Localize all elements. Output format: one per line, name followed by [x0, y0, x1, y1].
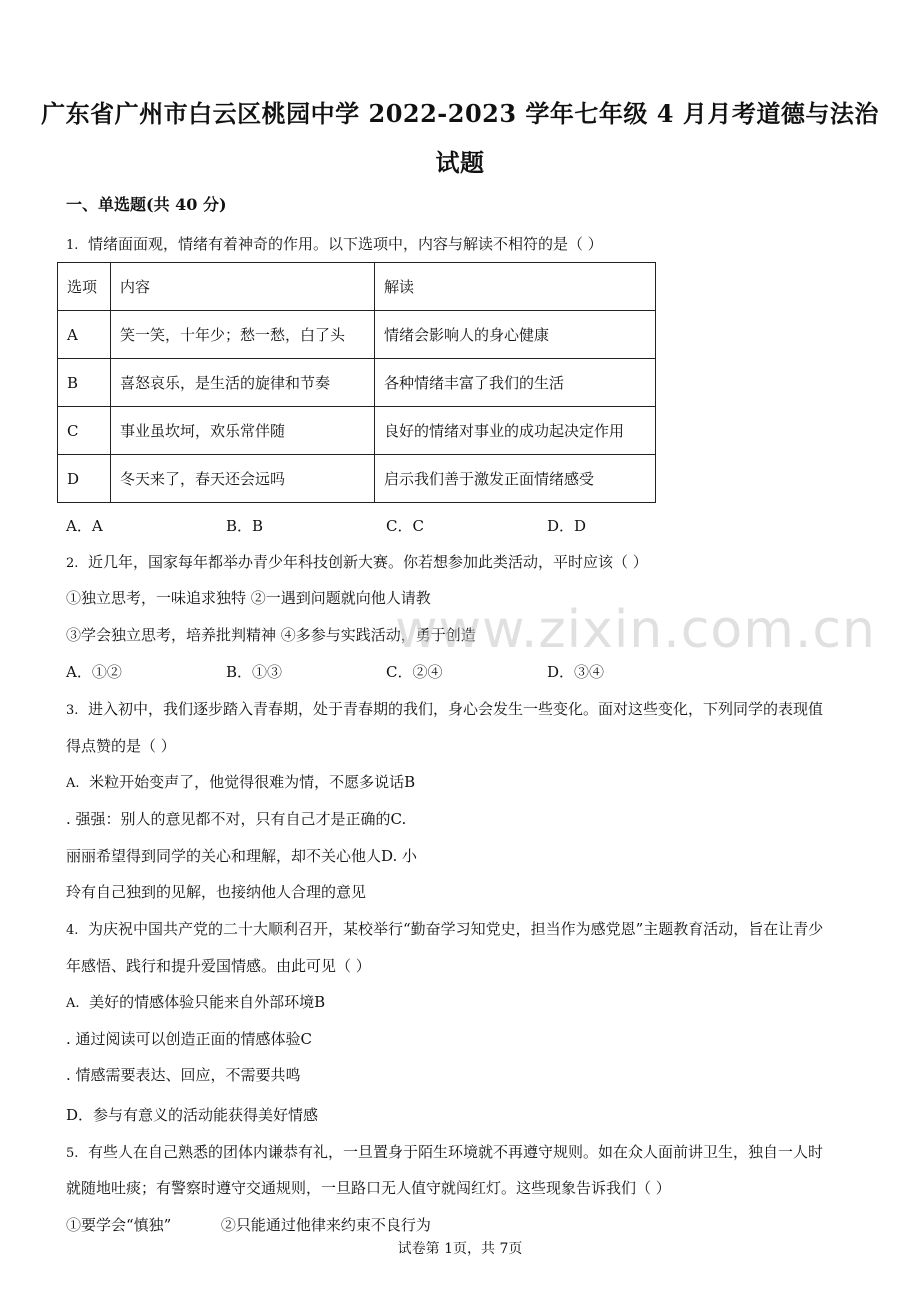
question-text: 进入初中，我们逐步踏入青春期，处于青春期的我们，身心会发生一些变化。面对这些变化，下列同学的表现值 [87, 700, 823, 718]
table-cell: D [58, 455, 111, 503]
question-number: 3. [66, 703, 79, 718]
statement-1: ①要学会“慎独” [66, 1216, 172, 1234]
option-line [66, 771, 415, 792]
question-1 [66, 233, 603, 254]
table-cell: C [58, 407, 111, 455]
table-row [58, 407, 656, 455]
table-row [58, 359, 656, 407]
question-3 [66, 698, 823, 719]
question-number: 4. [66, 923, 79, 938]
table-cell: B [58, 359, 111, 407]
page-footer: 试卷第 1页，共 7页 [397, 1241, 523, 1257]
page-title: 广东省广州市白云区桃园中学 2022-2023 学年七年级 4 月月考道德与法治 [41, 99, 879, 128]
choice-b[interactable]: B．B [226, 517, 264, 535]
choice-c[interactable]: C．②④ [386, 663, 443, 681]
question-text: 为庆祝中国共产党的二十大顺利召开，某校举行“勤奋学习知党史，担当作为感党恩”主题教育活动，旨在让青少 [87, 920, 824, 938]
table-cell: A [58, 311, 111, 359]
table-header-row [58, 263, 656, 311]
question-number: 2. [66, 556, 79, 571]
option-line: . 强强：别人的意见都不对，只有自己才是正确的C. [66, 810, 407, 828]
question-2 [66, 551, 648, 572]
table-row [58, 311, 656, 359]
statement-line: ①独立思考，一味追求独特 ②一遇到问题就向他人请教 [66, 589, 431, 607]
section-heading: 一、单选题(共 40 分) [66, 195, 227, 214]
question-number: 5. [66, 1146, 79, 1161]
choice-b[interactable]: B．①③ [226, 663, 283, 681]
question-text-cont: 就随地吐痰；有警察时遵守交通规则，一旦路口无人值守就闯红灯。这些现象告诉我们（ ） [66, 1179, 671, 1197]
page-title-line2: 试题 [435, 148, 485, 177]
choice-d[interactable]: D．③④ [547, 663, 605, 681]
option-prefix: A. [66, 776, 80, 791]
choice-c[interactable]: C．C [386, 517, 424, 535]
option-line: . 通过阅读可以创造正面的情感体验C [66, 1030, 313, 1048]
option-prefix: A. [66, 996, 80, 1011]
question-text: 有些人在自己熟悉的团体内谦恭有礼，一旦置身于陌生环境就不再遵守规则。如在众人面前讲卫生，独自一人时 [87, 1143, 823, 1161]
choice-a[interactable]: A．A [66, 517, 103, 535]
table-cell: 喜怒哀乐，是生活的旋律和节奏 [111, 359, 375, 407]
table-cell: 笑一笑，十年少；愁一愁，白了头 [111, 311, 375, 359]
question-number: 1. [66, 238, 79, 253]
option-line: . 情感需要表达、回应，不需要共鸣 [66, 1066, 301, 1084]
table-cell: 良好的情绪对事业的成功起决定作用 [375, 407, 656, 455]
watermark: www.zixin.com.cn [395, 600, 876, 660]
options-table [57, 262, 656, 503]
statement-2: ②只能通过他律来约束不良行为 [220, 1216, 431, 1234]
option-line [66, 991, 325, 1012]
question-text: 近几年，国家每年都举办青少年科技创新大赛。你若想参加此类活动，平时应该（ ） [87, 553, 648, 571]
option-line: 玲有自己独到的见解，也接纳他人合理的意见 [66, 883, 367, 901]
question-5 [66, 1141, 823, 1162]
question-text: 情绪面面观，情绪有着神奇的作用。以下选项中，内容与解读不相符的是（ ） [87, 235, 603, 253]
choice-d[interactable]: D．D [547, 517, 587, 535]
choice-a[interactable]: A．①② [66, 663, 122, 681]
option-text: 美好的情感体验只能来自外部环境B [89, 993, 326, 1011]
question-text-cont: 年感悟、践行和提升爱国情感。由此可见（ ） [66, 957, 371, 975]
table-header-cell: 解读 [375, 263, 656, 311]
statement-line: ③学会独立思考，培养批判精神 ④多参与实践活动，勇于创造 [66, 626, 476, 644]
option-line: 丽丽希望得到同学的关心和理解，却不关心他人D. 小 [66, 847, 418, 865]
table-cell: 情绪会影响人的身心健康 [375, 311, 656, 359]
table-cell: 冬天来了，春天还会远吗 [111, 455, 375, 503]
table-cell: 启示我们善于激发正面情绪感受 [375, 455, 656, 503]
option-text: 米粒开始变声了，他觉得很难为情，不愿多说话B [89, 773, 416, 791]
table-cell: 事业虽坎坷，欢乐常伴随 [111, 407, 375, 455]
question-text-cont: 得点赞的是（ ） [66, 737, 176, 755]
table-cell: 各种情绪丰富了我们的生活 [375, 359, 656, 407]
option-line: D．参与有意义的活动能获得美好情感 [66, 1106, 319, 1124]
table-row [58, 455, 656, 503]
table-header-cell: 选项 [58, 263, 111, 311]
table-header-cell: 内容 [111, 263, 375, 311]
statement-line [66, 1214, 431, 1235]
question-4 [66, 918, 823, 939]
